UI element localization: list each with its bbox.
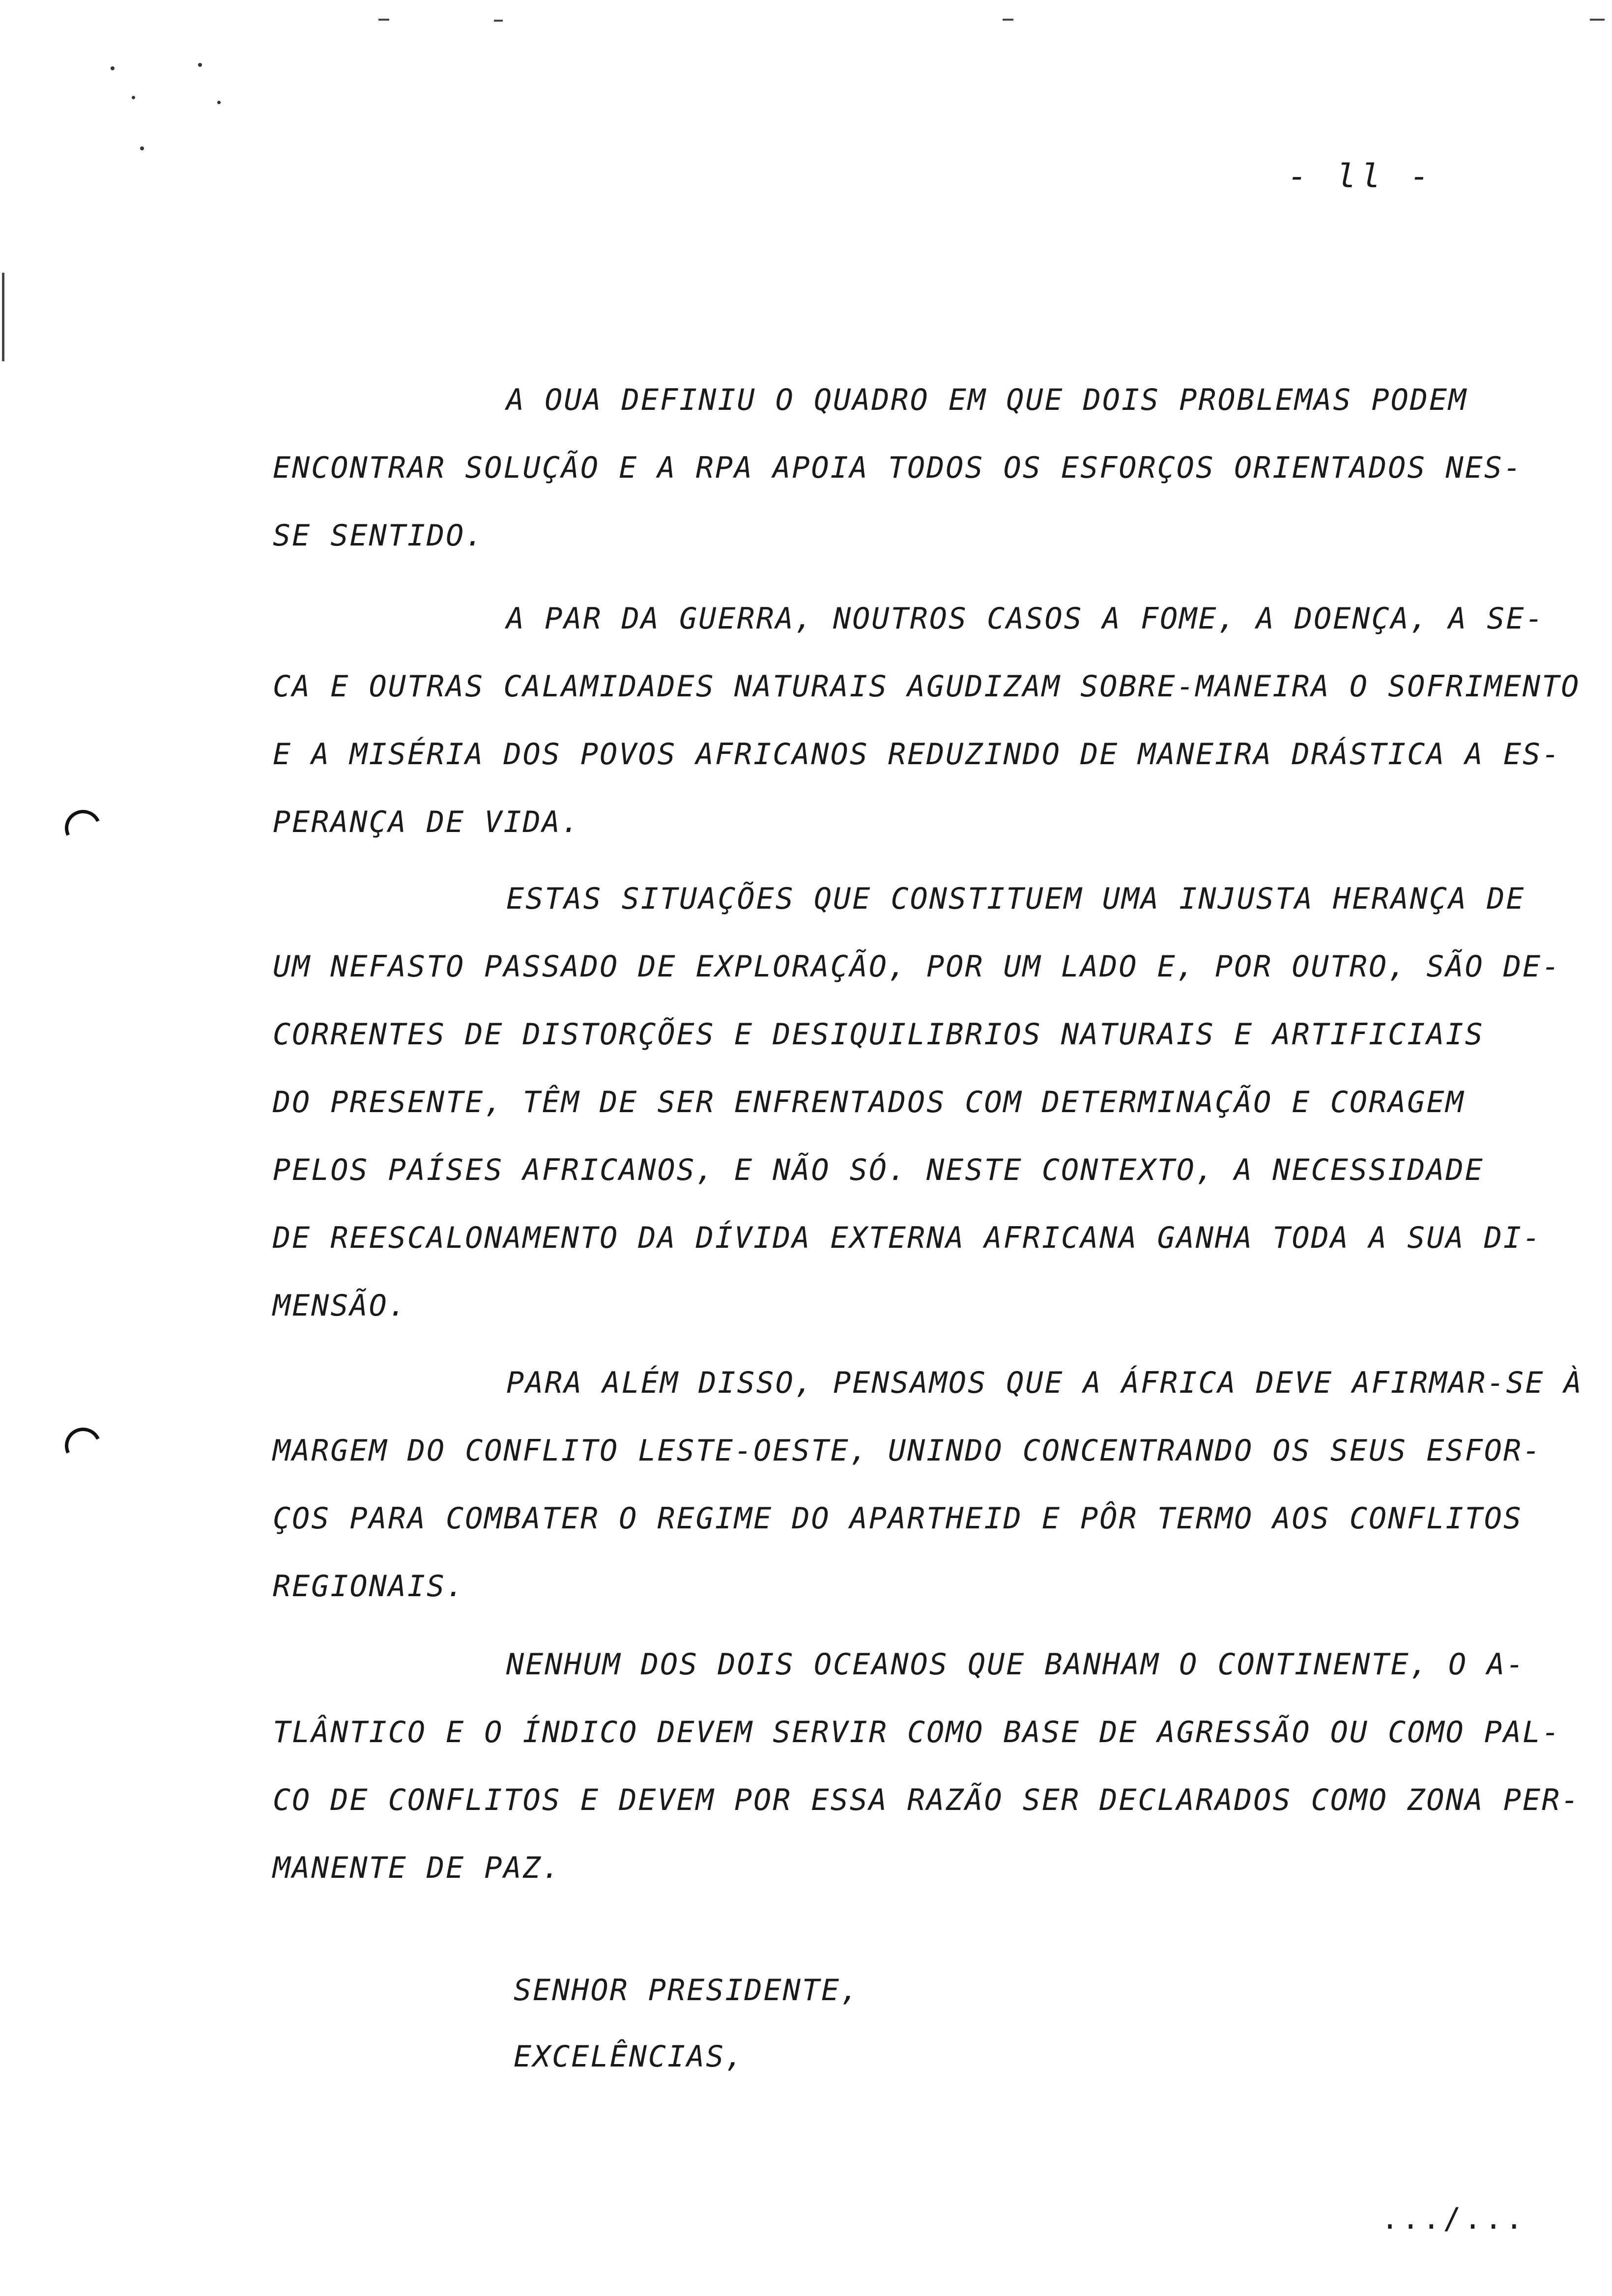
text-line: ÇOS PARA COMBATER O REGIME DO APARTHEID E PÔR TERMO AOS CONFLITOS [273,1501,1523,1536]
text-line: MARGEM DO CONFLITO LESTE-OESTE, UNINDO CONCENTRANDO OS SEUS ESFOR- [273,1434,1542,1468]
scan-edge-mark [378,19,389,21]
text-line: ENCONTRAR SOLUÇÃO E A RPA APOIA TODOS OS ESFORÇOS ORIENTADOS NES- [273,451,1523,485]
scan-edge-mark [2,273,4,361]
text-line: SE SENTIDO. [273,518,485,553]
page-number: - ll - [1288,157,1435,195]
paragraph-2 [273,585,1610,856]
text-line: UM NEFASTO PASSADO DE EXPLORAÇÃO, POR UM LADO E, POR OUTRO, SÃO DE- [273,949,1561,984]
text-line: DO PRESENTE, TÊM DE SER ENFRENTADOS COM DETERMINAÇÃO E CORAGEM [273,1085,1465,1119]
scan-speck [132,96,135,99]
text-line: PELOS PAÍSES AFRICANOS, E NÃO SÓ. NESTE CONTEXTO, A NECESSIDADE [273,1153,1484,1187]
paragraph-3 [273,865,1610,1340]
punch-hole-mark [60,805,107,852]
text-line: A OUA DEFINIU O QUADRO EM QUE DOIS PROBLEMAS PODEM [506,383,1468,417]
continuation-mark: .../... [1381,2202,1526,2236]
punch-hole-mark [60,1423,107,1469]
text-line: TLÂNTICO E O ÍNDICO DEVEM SERVIR COMO BASE DE AGRESSÃO OU COMO PAL- [273,1715,1561,1750]
text-line: DE REESCALONAMENTO DA DÍVIDA EXTERNA AFRICANA GANHA TODA A SUA DI- [273,1221,1542,1255]
scan-speck [111,66,115,70]
text-line: E A MISÉRIA DOS POVOS AFRICANOS REDUZINDO DE MANEIRA DRÁSTICA A ES- [273,737,1561,772]
paragraph-1 [273,366,1610,570]
paragraph-4 [273,1349,1610,1620]
scan-edge-mark [1590,19,1605,21]
text-line: MANENTE DE PAZ. [273,1851,561,1885]
closing-address: EXCELÊNCIAS, [514,2039,745,2074]
text-line: CO DE CONFLITOS E DEVEM POR ESSA RAZÃO SER DECLARADOS COMO ZONA PER- [273,1783,1581,1817]
scan-speck [217,101,221,104]
text-line: PERANÇA DE VIDA. [273,805,580,839]
text-line: REGIONAIS. [273,1569,465,1604]
text-line: CA E OUTRAS CALAMIDADES NATURAIS AGUDIZAM SOBRE-MANEIRA O SOFRIMENTO [273,669,1581,704]
closing-salutation: SENHOR PRESIDENTE, [514,1973,860,2008]
scan-edge-mark [1003,19,1013,21]
text-line: NENHUM DOS DOIS OCEANOS QUE BANHAM O CONTINENTE, O A- [506,1647,1526,1682]
text-line: MENSÃO. [273,1289,407,1323]
scan-speck [140,146,144,150]
scan-speck [198,63,202,67]
text-line: A PAR DA GUERRA, NOUTROS CASOS A FOME, A DOENÇA, A SE- [506,602,1545,636]
text-line: CORRENTES DE DISTORÇÕES E DESIQUILIBRIOS NATURAIS E ARTIFICIAIS [273,1017,1484,1052]
scan-edge-mark [494,20,503,22]
paragraph-5 [273,1631,1610,1902]
text-line: ESTAS SITUAÇÕES QUE CONSTITUEM UMA INJUSTA HERANÇA DE [506,882,1526,916]
text-line: PARA ALÉM DISSO, PENSAMOS QUE A ÁFRICA DEVE AFIRMAR-SE À [506,1366,1583,1400]
